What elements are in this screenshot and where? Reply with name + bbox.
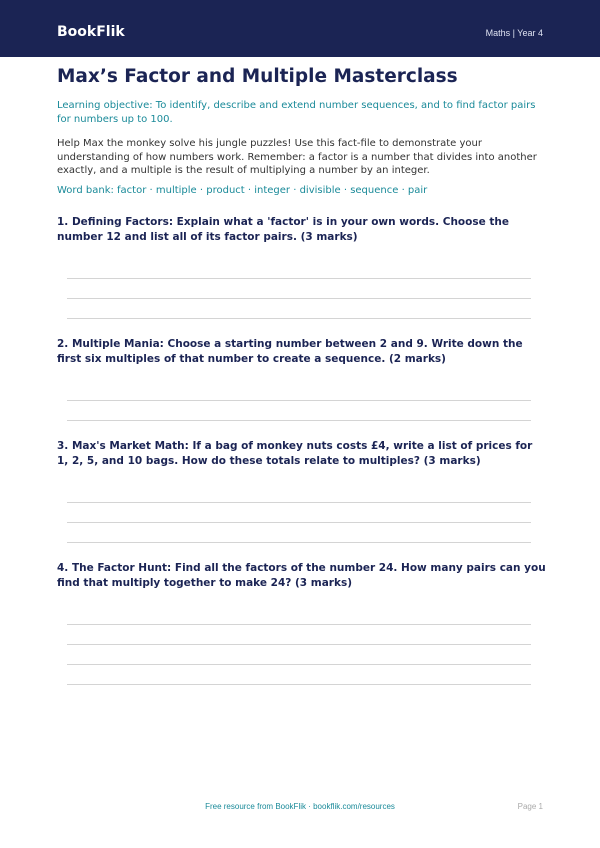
answer-line[interactable]	[67, 502, 531, 503]
answer-line[interactable]	[67, 318, 531, 319]
word-bank: Word bank: factor · multiple · product · integer · divisible · sequence · pair	[57, 185, 428, 196]
answer-line[interactable]	[67, 664, 531, 665]
question-1: 1. Defining Factors: Explain what a 'factor' is in your own words. Choose the number 12 and list all of its factor pairs. (3 marks)	[57, 216, 509, 243]
answer-line[interactable]	[67, 522, 531, 523]
answer-line[interactable]	[67, 684, 531, 685]
answer-line[interactable]	[67, 420, 531, 421]
footer-credit: Free resource from BookFlik · bookflik.com/resources	[205, 802, 395, 811]
answer-line[interactable]	[67, 298, 531, 299]
answer-line[interactable]	[67, 644, 531, 645]
answer-line[interactable]	[67, 624, 531, 625]
question-4: 4. The Factor Hunt: Find all the factors of the number 24. How many pairs can you find that multiply together to make 24? (3 marks)	[57, 562, 546, 589]
answer-line[interactable]	[67, 542, 531, 543]
page-number: Page 1	[517, 802, 543, 811]
question-2: 2. Multiple Mania: Choose a starting number between 2 and 9. Write down the first six multiples of that number to create a sequence. (2 marks)	[57, 338, 523, 365]
learning-objective: Learning objective: To identify, describe and extend number sequences, and to find factor pairs for numbers up to 100.	[57, 100, 536, 125]
subject-label: Maths | Year 4	[485, 28, 543, 38]
brand-logo: BookFlik	[57, 24, 125, 40]
answer-line[interactable]	[67, 400, 531, 401]
header-bar	[0, 0, 600, 57]
question-3: 3. Max's Market Math: If a bag of monkey nuts costs £4, write a list of prices for 1, 2, 5, and 10 bags. How do these totals relate to multiples? (3 marks)	[57, 440, 533, 467]
page-title: Max’s Factor and Multiple Masterclass	[57, 66, 458, 87]
answer-line[interactable]	[67, 278, 531, 279]
intro-paragraph: Help Max the monkey solve his jungle puzzles! Use this fact-file to demonstrate your understanding of how numbers work. Remember: a factor is a number that divides into another exactly, and a multiple is the result of multiplying a number by an integer.	[57, 138, 537, 176]
